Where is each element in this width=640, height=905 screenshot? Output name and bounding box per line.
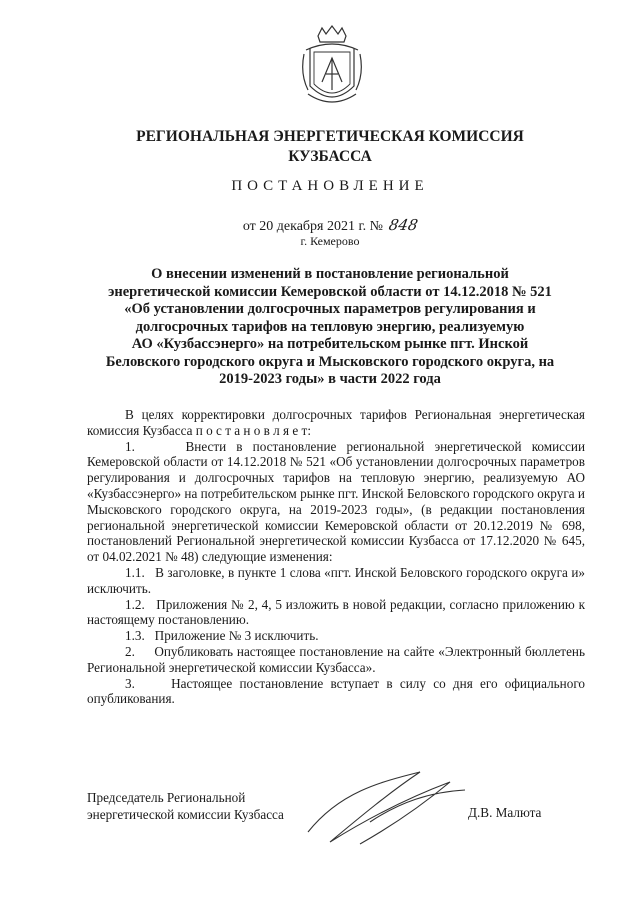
- organization-name: [100, 127, 560, 167]
- organization-line-1: РЕГИОНАЛЬНАЯ ЭНЕРГЕТИЧЕСКАЯ КОМИССИЯ: [136, 128, 524, 145]
- city: г. Кемерово: [300, 234, 360, 248]
- document-type: ПОСТАНОВЛЕНИЕ: [231, 178, 429, 194]
- preamble-paragraph: [87, 407, 585, 439]
- item-paragraph: 2. Опубликовать настоящее постановление на сайте «Электронный бюллетень Региональной энергетической комиссии Кузбасса».: [87, 643, 589, 675]
- subject-line: долгосрочных тарифов на тепловую энергию, реализуемую: [135, 318, 525, 335]
- document-body: [87, 407, 589, 707]
- coat-of-arms-emblem: [300, 24, 364, 110]
- position-line-1: Председатель Региональной: [87, 790, 246, 805]
- item-paragraph: 1.2. Приложения № 2, 4, 5 изложить в новой редакции, согласно приложению к настоящему постановлению.: [87, 596, 589, 628]
- signer-name: Д.В. Малюта: [468, 805, 542, 820]
- subject-line: Беловского городского округа и Мысковского городского округа, на: [105, 353, 555, 370]
- position-line-2: энергетической комиссии Кузбасса: [87, 807, 284, 822]
- date-line: [100, 216, 560, 235]
- subject-line: АО «Кузбассэнерго» на потребительском рынке пгт. Инской: [131, 336, 529, 352]
- signature-position: [87, 789, 284, 823]
- subject-line: «Об установлении долгосрочных параметров регулирования и: [124, 301, 536, 317]
- item-paragraph: 3. Настоящее постановление вступает в силу со дня его официального опубликования.: [87, 675, 589, 707]
- handwritten-number: 848: [386, 216, 419, 234]
- handwritten-signature: [300, 762, 470, 852]
- subject-line: энергетической комиссии Кемеровской области от 14.12.2018 № 521: [108, 283, 552, 300]
- subject-line: О внесении изменений в постановление региональной: [151, 266, 509, 282]
- item-paragraph: 1.3. Приложение № 3 исключить.: [125, 628, 319, 644]
- organization-line-2: КУЗБАССА: [288, 148, 372, 165]
- preamble-decree: п о с т а н о в л я е т:: [195, 422, 311, 438]
- date-text: от 20 декабря 2021 г. №: [242, 219, 384, 234]
- preamble-text: В целях корректировки долгосрочных тарифов Региональная энергетическая комиссия Кузбасса: [87, 407, 585, 438]
- document-subject: [100, 266, 560, 389]
- item-paragraph: 1. Внести в постановление региональной энергетической комиссии Кемеровской области от 14.12.2018 № 521 «Об установлении долгосрочных параметров регулирования и долгосрочных тарифов на тепловую энергию, реализуемую АО «Кузбассэнерго» на потребительском рынке пгт. Инской Беловского городского округа и Мысковского городского округа, на 2019-2023 годы», (в редакции постановления региональной энергетической комиссии Кемеровской области от 20.12.2019 № 698, постановлений Региональной энергетической комиссии Кузбасса от 17.12.2020 № 645, от 04.02.2021 № 48) следующие изменения:: [87, 438, 589, 565]
- subject-line: 2019-2023 годы» в части 2022 года: [219, 371, 441, 387]
- item-paragraph: 1.1. В заголовке, в пункте 1 слова «пгт. Инской Беловского городского округа и» исключить.: [87, 564, 589, 596]
